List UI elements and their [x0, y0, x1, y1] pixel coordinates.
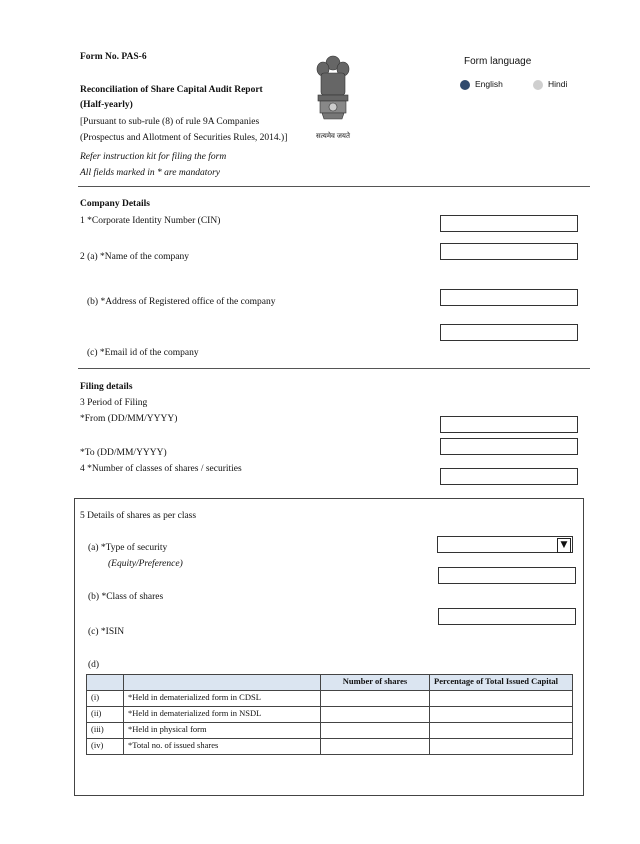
- address-input-line-2[interactable]: [440, 324, 578, 341]
- cdsl-percentage-input[interactable]: [430, 691, 573, 707]
- row-number: (i): [87, 691, 124, 707]
- radio-hindi-label: Hindi: [548, 79, 568, 89]
- row-number: (iii): [87, 723, 124, 739]
- shares-table: [86, 674, 573, 755]
- table-row: [87, 723, 573, 739]
- table-row: [87, 707, 573, 723]
- company-details-heading: Company Details: [80, 199, 150, 209]
- table-header-blank: [87, 675, 124, 691]
- column-number-of-shares: Number of shares: [321, 675, 430, 691]
- type-of-security-label: (a) *Type of security: [88, 543, 168, 553]
- nsdl-percentage-input[interactable]: [430, 707, 573, 723]
- chevron-down-icon[interactable]: ▼: [557, 538, 571, 553]
- form-title: Reconciliation of Share Capital Audit Report: [80, 85, 263, 95]
- table-row: [87, 739, 573, 755]
- table-header-blank: [124, 675, 321, 691]
- divider: [78, 186, 590, 187]
- cdsl-shares-input[interactable]: [321, 691, 430, 707]
- from-date-label: *From (DD/MM/YYYY): [80, 414, 178, 424]
- physical-shares-input[interactable]: [321, 723, 430, 739]
- radio-english[interactable]: [460, 80, 470, 90]
- pursuant-line-2: (Prospectus and Allotment of Securities Rules, 2014.)]: [80, 133, 288, 143]
- cin-input[interactable]: [440, 215, 578, 232]
- address-label: (b) *Address of Registered office of the company: [87, 297, 276, 307]
- total-percentage-input[interactable]: [430, 739, 573, 755]
- isin-label: (c) *ISIN: [88, 627, 125, 637]
- address-input-line-1[interactable]: [440, 289, 578, 306]
- email-label: (c) *Email id of the company: [87, 348, 199, 358]
- form-number: Form No. PAS-6: [80, 52, 147, 62]
- to-date-input[interactable]: [440, 438, 578, 455]
- form-subtitle: (Half-yearly): [80, 100, 133, 110]
- number-of-classes-label: 4 *Number of classes of shares / securities: [80, 464, 242, 474]
- share-class-heading: 5 Details of shares as per class: [80, 511, 197, 521]
- national-emblem-icon: [312, 53, 354, 140]
- type-of-security-other-input[interactable]: [438, 567, 576, 584]
- number-of-classes-input[interactable]: [440, 468, 578, 485]
- pursuant-line-1: [Pursuant to sub-rule (8) of rule 9A Companies: [80, 117, 260, 127]
- from-date-input[interactable]: [440, 416, 578, 433]
- row-label: *Held in physical form: [124, 723, 321, 739]
- class-of-shares-label: (b) *Class of shares: [88, 592, 164, 602]
- row-number: (iv): [87, 739, 124, 755]
- to-date-label: *To (DD/MM/YYYY): [80, 448, 167, 458]
- instruction-note: Refer instruction kit for filing the form: [80, 152, 227, 162]
- company-name-input[interactable]: [440, 243, 578, 260]
- cin-label: 1 *Corporate Identity Number (CIN): [80, 216, 221, 226]
- total-shares-input[interactable]: [321, 739, 430, 755]
- type-of-security-hint: (Equity/Preference): [108, 559, 183, 569]
- physical-percentage-input[interactable]: [430, 723, 573, 739]
- row-label: *Total no. of issued shares: [124, 739, 321, 755]
- table-row: [87, 691, 573, 707]
- table-d-label: (d): [88, 660, 100, 670]
- divider: [78, 368, 590, 369]
- period-label: 3 Period of Filing: [80, 398, 148, 408]
- radio-hindi[interactable]: [533, 80, 543, 90]
- nsdl-shares-input[interactable]: [321, 707, 430, 723]
- form-language-label: Form language: [464, 56, 532, 67]
- filing-details-heading: Filing details: [80, 382, 133, 392]
- company-name-label: 2 (a) *Name of the company: [80, 252, 189, 262]
- emblem-caption: सत्यमेव जयते: [316, 132, 350, 140]
- table-header-row: [87, 675, 573, 691]
- column-percentage: Percentage of Total Issued Capital: [430, 675, 573, 691]
- row-label: *Held in dematerialized form in CDSL: [124, 691, 321, 707]
- radio-english-label: English: [475, 79, 503, 89]
- row-number: (ii): [87, 707, 124, 723]
- type-of-security-dropdown[interactable]: [437, 536, 573, 553]
- class-of-shares-input[interactable]: [438, 608, 576, 625]
- mandatory-note: All fields marked in * are mandatory: [80, 168, 221, 178]
- row-label: *Held in dematerialized form in NSDL: [124, 707, 321, 723]
